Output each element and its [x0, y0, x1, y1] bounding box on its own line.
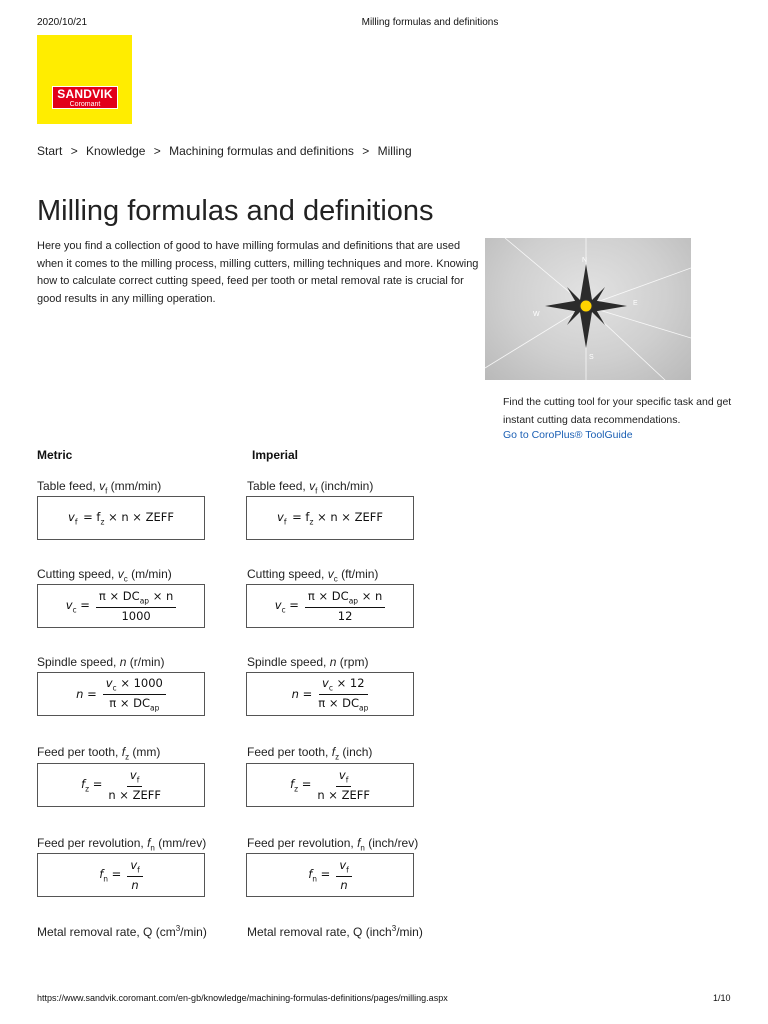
- sandvik-logo[interactable]: [37, 35, 132, 124]
- spindle-speed-formula-imperial: n = $\frac{v_c \times 12}{\pi \times DC_{ap}}$: [246, 672, 414, 716]
- cutting-speed-label-imperial: Cutting speed, $v_c$ (ft/min): [247, 567, 379, 584]
- compass-east-label: E: [633, 300, 638, 307]
- cutting-speed-formula-imperial: $v_c$ = $\frac{\pi \times DC_{ap} \times n}{12}$: [246, 584, 414, 628]
- logo-brand: SANDVIK: [57, 86, 113, 101]
- feed-per-rev-formula-metric: $f_n$ = $\frac{v_f}{n}$: [37, 853, 205, 897]
- table-feed-formula-metric: $v_f$ = $f_z \times n$ × ZEFF: [37, 496, 205, 540]
- print-page-indicator: 1/10: [713, 993, 731, 1003]
- table-feed-label-metric: Table feed, $v_f$ (mm/min): [37, 479, 162, 496]
- print-date: 2020/10/21: [37, 17, 88, 28]
- table-feed-formula-imperial: $v_f$ = $f_z \times n$ × ZEFF: [246, 496, 414, 540]
- feed-per-rev-label-imperial: Feed per revolution, $f_n$ (inch/rev): [247, 836, 419, 853]
- imperial-heading: Imperial: [252, 448, 299, 462]
- compass-south-label: S: [589, 354, 594, 361]
- toolguide-description: Find the cutting tool for your specific task and get instant cutting data recommendations.: [503, 396, 732, 426]
- spindle-speed-label-imperial: Spindle speed, n (rpm): [247, 655, 369, 669]
- compass-west-label: W: [533, 311, 540, 318]
- compass-north-label: N: [582, 257, 588, 264]
- breadcrumb-machining-formulas[interactable]: Machining formulas and definitions: [169, 144, 354, 158]
- logo-sub: Coromant: [69, 100, 101, 108]
- feed-per-tooth-formula-metric: $f_z$ = $\frac{v_f}{\text{n × ZEFF}}$: [37, 763, 205, 807]
- metal-removal-label-metric: Metal removal rate, Q $(cm^3/\min)$: [37, 924, 207, 939]
- breadcrumb-start[interactable]: Start: [37, 144, 63, 158]
- compass-hero-image: [485, 238, 691, 380]
- cutting-speed-formula-metric: $v_c$ = $\frac{\pi \times DC_{ap} \times n}{1000}$: [37, 584, 205, 628]
- page-title: Milling formulas and definitions: [37, 195, 434, 227]
- feed-per-tooth-label-imperial: Feed per tooth, $f_z$ (inch): [247, 745, 373, 762]
- metric-heading: Metric: [37, 448, 73, 462]
- spindle-speed-formula-metric: n = $\frac{v_c \times 1000}{\pi \times DC_{ap}}$: [37, 672, 205, 716]
- metal-removal-label-imperial: Metal removal rate, Q (inch$^3$/min): [247, 924, 423, 939]
- print-footer-url: https://www.sandvik.coromant.com/en-gb/knowledge/machining-formulas-definitions/pages/milling.aspx: [37, 993, 448, 1003]
- compass-icon: [485, 238, 691, 380]
- feed-per-rev-label-metric: Feed per revolution, $f_n$ (mm/rev): [37, 836, 207, 853]
- breadcrumb-separator: >: [362, 144, 370, 158]
- intro-paragraph: Here you find a collection of good to have milling formulas and definitions that are used when it comes to the milling process, milling cutters, milling techniques and more. Knowing how to calculate correct cutting speed, feed per tooth or metal removal rate is crucial for good results in any milling operation.: [37, 240, 479, 305]
- feed-per-tooth-label-metric: Feed per tooth, $f_z$ (mm): [37, 745, 161, 762]
- feed-per-tooth-formula-imperial: $f_z$ = $\frac{v_f}{\text{n × ZEFF}}$: [246, 763, 414, 807]
- cutting-speed-label-metric: Cutting speed, $v_c$ (m/min): [37, 567, 172, 584]
- toolguide-link[interactable]: Go to CoroPlus® ToolGuide: [503, 429, 633, 441]
- breadcrumb-milling: Milling: [377, 144, 412, 158]
- breadcrumb: [37, 144, 412, 158]
- breadcrumb-separator: >: [70, 144, 78, 158]
- print-header-title: Milling formulas and definitions: [361, 17, 499, 28]
- breadcrumb-separator: >: [153, 144, 161, 158]
- logo-badge: [52, 86, 118, 109]
- breadcrumb-knowledge[interactable]: Knowledge: [86, 144, 146, 158]
- spindle-speed-label-metric: Spindle speed, n (r/min): [37, 655, 165, 669]
- table-feed-label-imperial: Table feed, $v_f$ (inch/min): [247, 479, 374, 496]
- feed-per-rev-formula-imperial: $f_n$ = $\frac{v_f}{n}$: [246, 853, 414, 897]
